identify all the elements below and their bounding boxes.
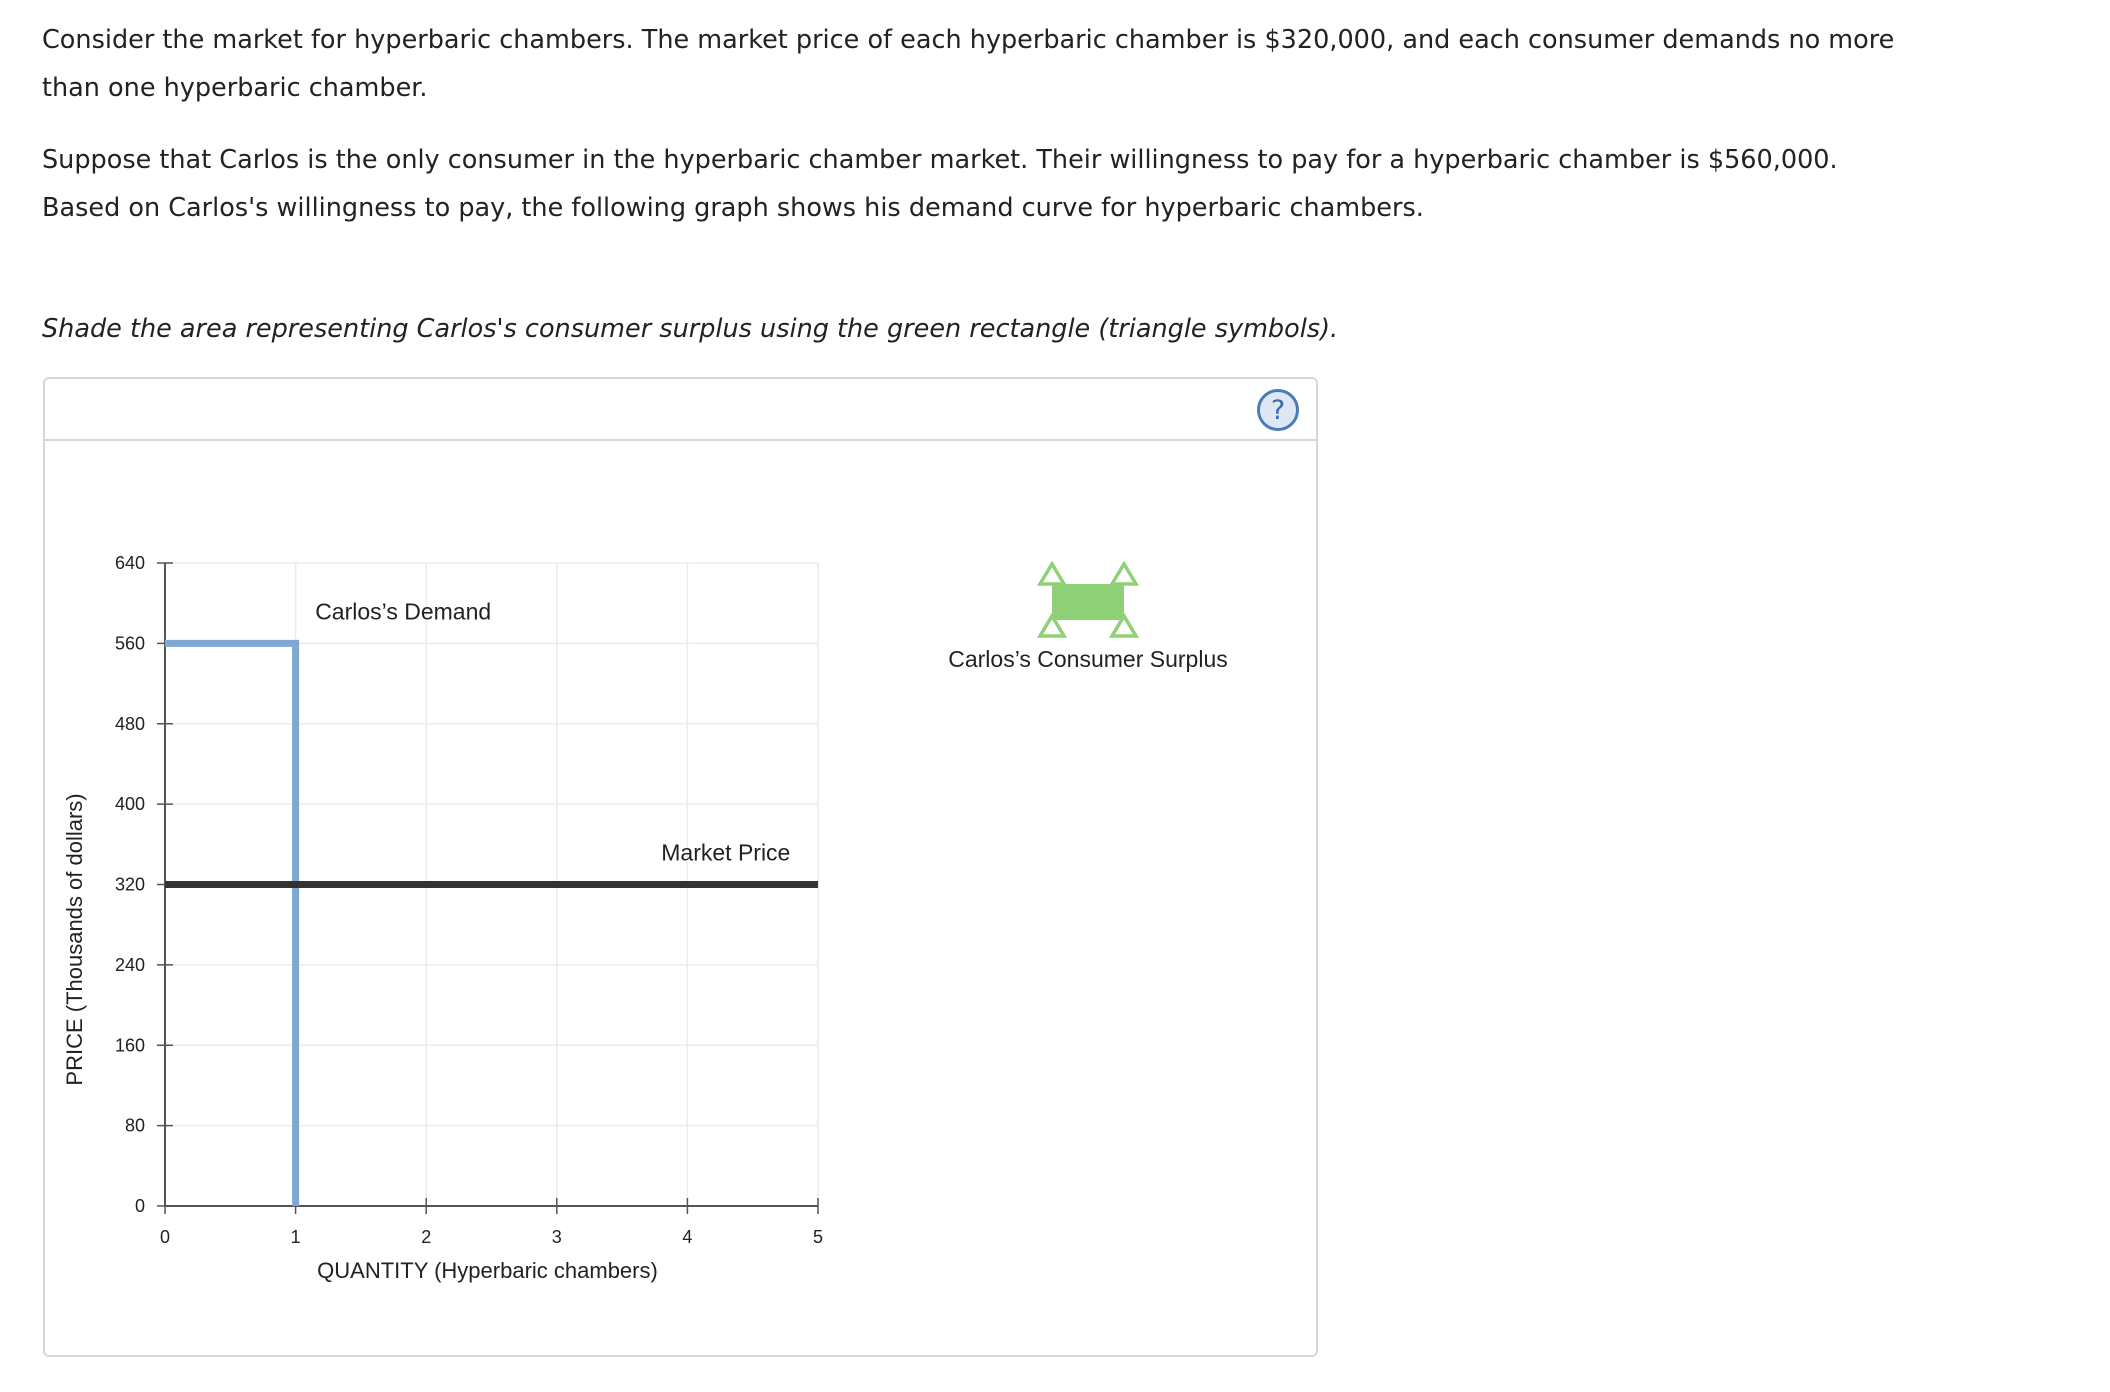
market-price-label: Market Price — [661, 839, 791, 866]
help-icon[interactable]: ? — [1257, 389, 1299, 431]
y-tick-label: 80 — [124, 1115, 145, 1136]
triangle-handle-icon[interactable] — [1112, 564, 1136, 584]
x-tick-label: 4 — [682, 1227, 693, 1247]
consumer-surplus-label: Carlos’s Consumer Surplus — [948, 646, 1228, 672]
y-tick-label: 320 — [114, 874, 145, 895]
y-axis-title: PRICE (Thousands of dollars) — [62, 793, 87, 1086]
question-paragraph-2: Suppose that Carlos is the only consumer in the hyperbaric chamber market. Their willingness to pay for a hyperbaric chamber is $560,000. Based on Carlos's willingness to pay, the following graph shows his demand curve for hyperbaric chambers. — [42, 145, 1838, 223]
y-tick-label: 240 — [114, 954, 145, 975]
graph-panel — [43, 377, 1318, 1357]
y-tick-label: 560 — [114, 633, 145, 654]
instruction-text: Shade the area representing Carlos's consumer surplus using the green rectangle (triangle symbols). — [42, 314, 1339, 344]
x-tick-label: 1 — [290, 1227, 301, 1247]
x-tick-label: 5 — [812, 1227, 824, 1247]
y-tick-label: 400 — [114, 794, 145, 815]
x-tick-label: 0 — [159, 1227, 171, 1247]
question-paragraph-1: Consider the market for hyperbaric chambers. The market price of each hyperbaric chamber is $320,000, and each consumer demands no more than one hyperbaric chamber. — [42, 25, 1895, 103]
consumer-surplus-tool[interactable] — [1040, 564, 1136, 636]
x-tick-label: 2 — [421, 1227, 432, 1247]
demand-chart — [45, 379, 1316, 1355]
triangle-handle-icon[interactable] — [1040, 564, 1064, 584]
x-tick-label: 3 — [551, 1227, 562, 1247]
y-tick-label: 480 — [114, 713, 145, 734]
y-tick-label: 160 — [114, 1035, 145, 1056]
demand-curve — [165, 643, 296, 1206]
x-axis-title: QUANTITY (Hyperbaric chambers) — [317, 1258, 658, 1283]
demand-curve-label: Carlos’s Demand — [315, 598, 492, 625]
y-tick-label: 0 — [134, 1196, 145, 1216]
y-tick-label: 640 — [114, 553, 145, 573]
surplus-rectangle[interactable] — [1052, 584, 1124, 620]
